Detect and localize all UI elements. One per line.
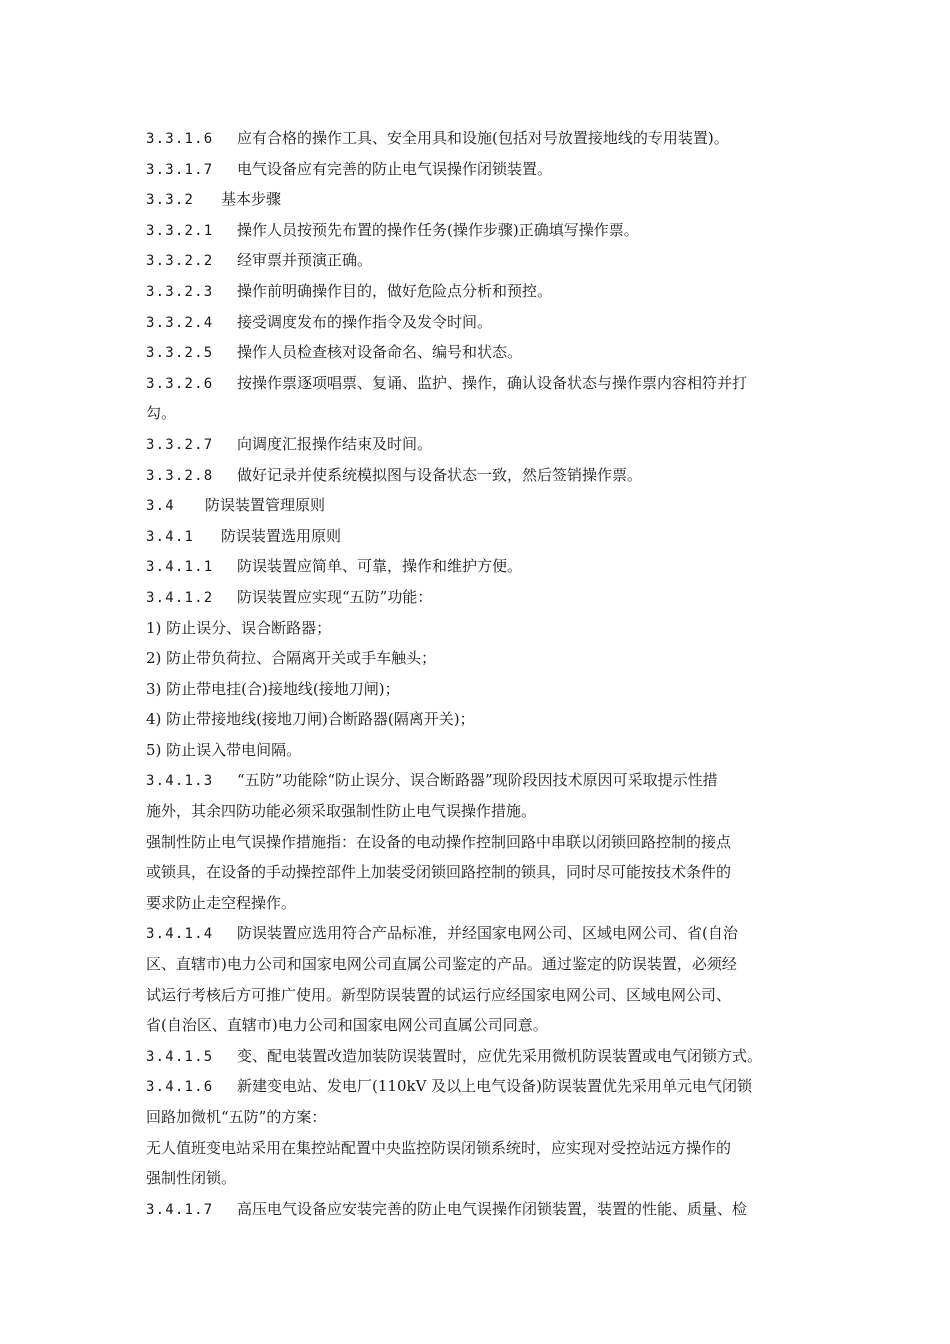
line-text: 变、配电装置改造加装防误装置时，应优先采用微机防误装置或电气闭锁方式。 <box>237 1046 763 1065</box>
text-line <box>146 123 814 154</box>
text-line <box>146 613 814 644</box>
section-number: 3.4.1.6 <box>146 1079 214 1096</box>
line-text: 省(自治区、直辖市)电力公司和国家电网公司直属公司同意。 <box>146 1016 548 1035</box>
line-text: 强制性防止电气误操作措施指：在设备的电动操作控制回路中串联以闭锁回路控制的接点 <box>146 832 732 851</box>
line-text: 经审票并预演正确。 <box>237 251 373 270</box>
text-line <box>146 582 814 613</box>
line-text: 操作前明确操作目的，做好危险点分析和预控。 <box>237 281 553 300</box>
line-text: 防误装置应选用符合产品标准，并经国家电网公司、区域电网公司、省(自治 <box>237 924 738 943</box>
section-number: 3.3.2.8 <box>146 467 214 484</box>
text-line <box>146 398 814 429</box>
text-line <box>146 154 814 185</box>
text-line <box>146 980 814 1011</box>
text-line <box>146 888 814 919</box>
text-line <box>146 490 814 521</box>
line-text: 新建变电站、发电厂(110kV 及以上电气设备)防误装置优先采用单元电气闭锁 <box>237 1077 753 1096</box>
section-number: 3.3.2 <box>146 192 195 209</box>
line-text: 操作人员按预先布置的操作任务(操作步骤)正确填写操作票。 <box>237 220 639 239</box>
line-text: 3) 防止带电挂(合)接地线(接地刀闸)； <box>146 679 400 698</box>
text-line <box>146 307 814 338</box>
section-number: 3.4 <box>146 498 175 515</box>
line-text: 高压电气设备应安装完善的防止电气误操作闭锁装置，装置的性能、质量、检 <box>237 1199 748 1218</box>
line-text: 电气设备应有完善的防止电气误操作闭锁装置。 <box>237 159 553 178</box>
text-line <box>146 1163 814 1194</box>
text-line <box>146 215 814 246</box>
text-line <box>146 643 814 674</box>
line-text: 勾。 <box>146 404 177 423</box>
section-number: 3.4.1.1 <box>146 559 214 576</box>
line-text: 施外，其余四防功能必须采取强制性防止电气误操作措施。 <box>146 802 537 821</box>
line-text: 基本步骤 <box>221 190 282 209</box>
line-text: 防误装置管理原则 <box>205 496 326 515</box>
text-line <box>146 1194 814 1225</box>
section-number: 3.4.1.5 <box>146 1048 214 1065</box>
section-number: 3.3.2.5 <box>146 345 214 362</box>
text-line <box>146 918 814 949</box>
section-number: 3.3.1.6 <box>146 131 214 147</box>
section-number: 3.3.2.1 <box>146 222 214 239</box>
line-text: 试运行考核后方可推广使用。新型防误装置的试运行应经国家电网公司、区域电网公司、 <box>146 985 732 1004</box>
line-text: 区、直辖市)电力公司和国家电网公司直属公司鉴定的产品。通过鉴定的防误装置，必须经 <box>146 955 737 974</box>
line-text: 防误装置应简单、可靠，操作和维护方便。 <box>237 557 523 576</box>
line-text: 或锁具，在设备的手动操控部件上加装受闭锁回路控制的锁具，同时尽可能按技术条件的 <box>146 863 732 882</box>
text-line <box>146 245 814 276</box>
text-line <box>146 184 814 215</box>
line-text: 5) 防止误入带电间隔。 <box>146 740 302 759</box>
section-number: 3.3.2.6 <box>146 375 214 392</box>
section-number: 3.3.1.7 <box>146 161 214 178</box>
line-text: 无人值班变电站采用在集控站配置中央监控防误闭锁系统时，应实现对受控站远方操作的 <box>146 1138 732 1157</box>
line-text: “五防”功能除“防止误分、误合断路器”现阶段因技术原因可采取提示性措 <box>237 771 718 790</box>
line-text: 回路加微机“五防”的方案： <box>146 1108 327 1126</box>
line-text: 1) 防止误分、误合断路器； <box>146 618 332 637</box>
text-line <box>146 735 814 766</box>
section-number: 3.4.1.3 <box>146 773 214 790</box>
document-body <box>146 123 814 1224</box>
line-text: 防误装置应实现“五防”功能： <box>237 587 433 606</box>
text-line <box>146 674 814 705</box>
text-line <box>146 337 814 368</box>
text-line <box>146 551 814 582</box>
text-line <box>146 857 814 888</box>
text-line <box>146 827 814 858</box>
text-line <box>146 460 814 491</box>
line-text: 操作人员检查核对设备命名、编号和状态。 <box>237 343 523 362</box>
section-number: 3.4.1.7 <box>146 1201 214 1218</box>
text-line <box>146 1071 814 1102</box>
line-text: 要求防止走空程操作。 <box>146 893 297 912</box>
line-text: 2) 防止带负荷拉、合隔离开关或手车触头； <box>146 649 437 668</box>
text-line <box>146 521 814 552</box>
line-text: 防误装置选用原则 <box>221 526 342 545</box>
line-text: 向调度汇报操作结束及时间。 <box>237 434 433 453</box>
text-line <box>146 429 814 460</box>
text-line <box>146 276 814 307</box>
section-number: 3.4.1 <box>146 528 195 545</box>
text-line <box>146 796 814 827</box>
line-text: 接受调度发布的操作指令及发令时间。 <box>237 312 493 331</box>
section-number: 3.4.1.4 <box>146 926 214 943</box>
line-text: 4) 防止带接地线(接地刀闸)合断路器(隔离开关)； <box>146 710 475 729</box>
line-text: 强制性闭锁。 <box>146 1169 237 1188</box>
text-line <box>146 949 814 980</box>
section-number: 3.3.2.3 <box>146 283 214 300</box>
text-line <box>146 1102 814 1133</box>
text-line <box>146 1010 814 1041</box>
section-number: 3.3.2.2 <box>146 253 214 270</box>
section-number: 3.4.1.2 <box>146 589 214 606</box>
line-text: 按操作票逐项唱票、复诵、监护、操作，确认设备状态与操作票内容相符并打 <box>237 373 748 392</box>
line-text: 应有合格的操作工具、安全用具和设施(包括对号放置接地线的专用装置)。 <box>237 129 729 147</box>
text-line <box>146 1133 814 1164</box>
text-line <box>146 368 814 399</box>
text-line <box>146 704 814 735</box>
text-line <box>146 1041 814 1072</box>
text-line <box>146 765 814 796</box>
section-number: 3.3.2.4 <box>146 314 214 331</box>
section-number: 3.3.2.7 <box>146 436 214 453</box>
line-text: 做好记录并使系统模拟图与设备状态一致，然后签销操作票。 <box>237 465 643 484</box>
